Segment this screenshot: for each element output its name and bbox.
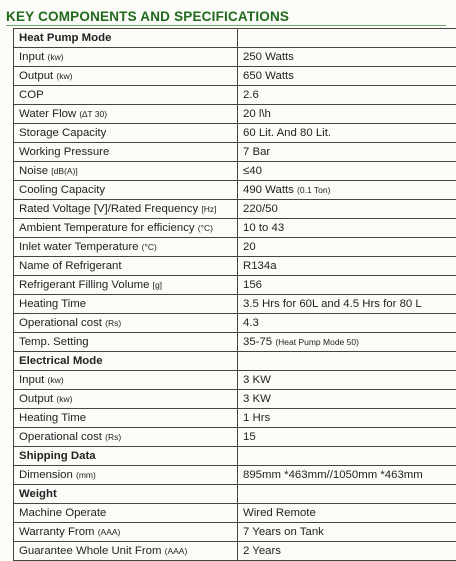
spec-value: 2 Years [243, 545, 281, 557]
table-row [14, 143, 456, 162]
spec-unit: (AAA) [165, 546, 188, 556]
spec-value: 20 [243, 241, 256, 253]
spec-value: 3 KW [243, 393, 271, 405]
spec-label-cell [14, 295, 238, 314]
section-header-row [14, 29, 456, 48]
section-title: Electrical Mode [14, 352, 238, 371]
spec-label: Storage Capacity [19, 127, 106, 139]
spec-label-cell [14, 409, 238, 428]
spec-label: Guarantee Whole Unit From [19, 545, 161, 557]
table-row [14, 238, 456, 257]
spec-value-cell [238, 238, 456, 257]
spec-label-cell [14, 542, 238, 561]
spec-value-cell [238, 428, 456, 447]
section-header-row [14, 352, 456, 371]
spec-label-cell [14, 371, 238, 390]
spec-value: 250 Watts [243, 51, 294, 63]
spec-label-cell [14, 504, 238, 523]
spec-unit: (Rs) [105, 318, 121, 328]
spec-value-cell [238, 504, 456, 523]
section-empty-cell [238, 29, 456, 48]
specifications-table [13, 28, 456, 561]
spec-label: Refrigerant Filling Volume [19, 279, 149, 291]
table-row [14, 390, 456, 409]
spec-value-cell [238, 86, 456, 105]
spec-unit: [g] [153, 280, 162, 290]
spec-label: Input [19, 374, 44, 386]
spec-unit: [Hz] [201, 204, 216, 214]
spec-value: ≤40 [243, 165, 262, 177]
table-row [14, 162, 456, 181]
spec-value: 3 KW [243, 374, 271, 386]
table-row [14, 333, 456, 352]
section-header-row [14, 447, 456, 466]
spec-value-cell [238, 105, 456, 124]
spec-label: Dimension [19, 469, 73, 481]
table-row [14, 105, 456, 124]
spec-label-cell [14, 200, 238, 219]
spec-label: Inlet water Temperature [19, 241, 138, 253]
spec-label-cell [14, 238, 238, 257]
spec-value: 156 [243, 279, 262, 291]
spec-label: Output [19, 70, 53, 82]
spec-label-cell [14, 257, 238, 276]
spec-value-cell [238, 390, 456, 409]
spec-value: 650 Watts [243, 70, 294, 82]
table-row [14, 48, 456, 67]
table-row [14, 409, 456, 428]
spec-label: Input [19, 51, 44, 63]
spec-value: 220/50 [243, 203, 278, 215]
spec-label: Machine Operate [19, 507, 106, 519]
spec-label-cell [14, 390, 238, 409]
table-row [14, 504, 456, 523]
spec-unit: (°C) [198, 223, 213, 233]
spec-label: Cooling Capacity [19, 184, 105, 196]
spec-value-cell [238, 523, 456, 542]
spec-unit: (AAA) [98, 527, 121, 537]
spec-label: Noise [19, 165, 48, 177]
spec-value: 490 Watts [243, 184, 294, 196]
spec-value-note: (Heat Pump Mode 50) [275, 337, 359, 347]
spec-label: Name of Refrigerant [19, 260, 122, 272]
spec-label-cell [14, 333, 238, 352]
spec-value-cell [238, 219, 456, 238]
spec-label-cell [14, 523, 238, 542]
spec-label-cell [14, 181, 238, 200]
spec-value: 10 to 43 [243, 222, 284, 234]
spec-value-cell [238, 200, 456, 219]
spec-label: Output [19, 393, 53, 405]
spec-unit: (Rs) [105, 432, 121, 442]
table-row [14, 181, 456, 200]
spec-label-cell [14, 162, 238, 181]
page-title: KEY COMPONENTS AND SPECIFICATIONS [6, 9, 289, 24]
spec-value-cell [238, 333, 456, 352]
spec-value: 1 Hrs [243, 412, 270, 424]
table-row [14, 276, 456, 295]
spec-label: Temp. Setting [19, 336, 89, 348]
spec-label: Rated Voltage [V]/Rated Frequency [19, 203, 198, 215]
spec-value-cell [238, 162, 456, 181]
table-row [14, 371, 456, 390]
table-row [14, 428, 456, 447]
table-row [14, 523, 456, 542]
spec-value: 15 [243, 431, 256, 443]
spec-value-cell [238, 124, 456, 143]
spec-label-cell [14, 67, 238, 86]
table-row [14, 86, 456, 105]
spec-label-cell [14, 466, 238, 485]
table-row [14, 200, 456, 219]
spec-value-note: (0.1 Ton) [297, 185, 330, 195]
spec-label-cell [14, 143, 238, 162]
spec-value: 895mm *463mm//1050mm *463mm [243, 469, 423, 481]
spec-value: 20 l\h [243, 108, 271, 120]
table-row [14, 257, 456, 276]
spec-value: R134a [243, 260, 277, 272]
spec-label-cell [14, 219, 238, 238]
table-row [14, 466, 456, 485]
spec-value-cell [238, 409, 456, 428]
spec-unit: (mm) [76, 470, 96, 480]
spec-unit: (∆T 30) [79, 109, 107, 119]
spec-value-cell [238, 295, 456, 314]
section-title: Heat Pump Mode [14, 29, 238, 48]
spec-label: Heating Time [19, 298, 86, 310]
spec-label: Ambient Temperature for efficiency [19, 222, 195, 234]
spec-unit: (kw) [48, 52, 64, 62]
spec-value-cell [238, 143, 456, 162]
spec-label-cell [14, 105, 238, 124]
spec-value: 3.5 Hrs for 60L and 4.5 Hrs for 80 L [243, 298, 422, 310]
spec-label-cell [14, 124, 238, 143]
spec-label: Warranty From [19, 526, 95, 538]
spec-value-cell [238, 542, 456, 561]
spec-label-cell [14, 86, 238, 105]
spec-unit: (kw) [56, 71, 72, 81]
spec-value: 7 Bar [243, 146, 270, 158]
spec-value: 2.6 [243, 89, 259, 101]
spec-unit: (°C) [142, 242, 157, 252]
section-title: Shipping Data [14, 447, 238, 466]
spec-label: Heating Time [19, 412, 86, 424]
table-row [14, 295, 456, 314]
spec-label-cell [14, 276, 238, 295]
spec-value: 7 Years on Tank [243, 526, 324, 538]
section-title: Weight [14, 485, 238, 504]
spec-label: Working Pressure [19, 146, 109, 158]
table-row [14, 124, 456, 143]
spec-value-cell [238, 67, 456, 86]
spec-label-cell [14, 314, 238, 333]
spec-label-cell [14, 428, 238, 447]
spec-value-cell [238, 181, 456, 200]
spec-value-cell [238, 48, 456, 67]
spec-value: 4.3 [243, 317, 259, 329]
section-empty-cell [238, 447, 456, 466]
specifications-table-body [14, 29, 456, 561]
spec-value-cell [238, 276, 456, 295]
spec-label: COP [19, 89, 44, 101]
spec-value: 60 Lit. And 80 Lit. [243, 127, 331, 139]
title-divider [6, 25, 446, 26]
spec-label: Water Flow [19, 108, 76, 120]
spec-label-cell [14, 48, 238, 67]
section-empty-cell [238, 485, 456, 504]
table-row [14, 542, 456, 561]
spec-label: Operational cost [19, 317, 102, 329]
section-empty-cell [238, 352, 456, 371]
spec-value-cell [238, 466, 456, 485]
table-row [14, 219, 456, 238]
spec-label: Operational cost [19, 431, 102, 443]
table-row [14, 314, 456, 333]
spec-unit: (kw) [48, 375, 64, 385]
spec-value-cell [238, 314, 456, 333]
spec-value: Wired Remote [243, 507, 316, 519]
table-row [14, 67, 456, 86]
spec-value: 35-75 [243, 336, 272, 348]
spec-value-cell [238, 257, 456, 276]
spec-unit: [dB(A)] [51, 166, 77, 176]
spec-unit: (kw) [56, 394, 72, 404]
section-header-row [14, 485, 456, 504]
spec-value-cell [238, 371, 456, 390]
